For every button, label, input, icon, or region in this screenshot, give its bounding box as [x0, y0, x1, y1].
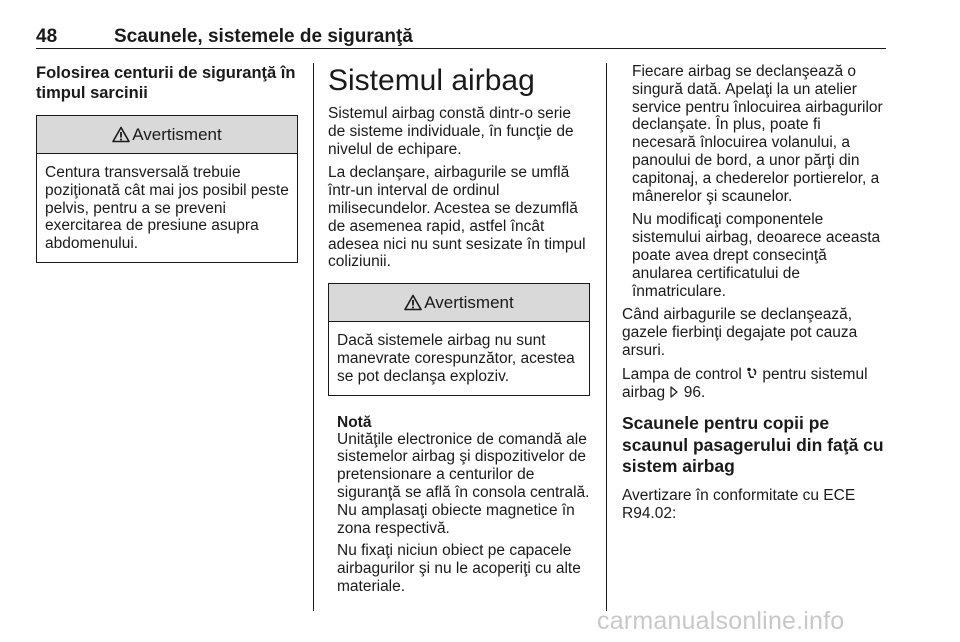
- airbag-deploy-paragraph: La declanşare, airbagurile se umflă într-un interval de ordinul milisecundelor. Acestea se dezumflă de asemenea rapid, astfel încât adesea nici nu sunt sesizate în timpul coliziunii.: [328, 164, 586, 271]
- note-title: Notă: [337, 413, 372, 431]
- no-modify-paragraph: Nu modificaţi componentele sistemului airbag, deoarece aceasta poate avea drept consecinţă anularea certificatului de înmatriculare.: [632, 211, 881, 300]
- note-block: [337, 414, 590, 596]
- warning-title: Avertisment: [424, 292, 514, 312]
- hot-gas-paragraph: Când airbagurile se declanşează, gazele fierbinţi degajate pot cauza arsuri.: [622, 306, 858, 359]
- note-paragraph-1: Unităţile electronice de comandă ale sistemelor airbag şi dispozitivelor de pretensionare a centurilor de siguranţă se află în consola centrală. Nu amplasaţi obiecte magnetice în zona respectivă.: [337, 430, 590, 537]
- ece-warning-paragraph: Avertizare în conformitate cu ECE R94.02:: [622, 486, 856, 522]
- indented-continuation: [632, 63, 888, 300]
- warning-text: Centura transversală trebuie poziţionată cât mai jos posibil peste pelvis, pentru a se preveni exercitarea de presiune asupra abdomenului.: [45, 164, 289, 253]
- warning-header: [37, 116, 297, 154]
- warning-text: Dacă sistemele airbag nu sunt manevrate corespunzător, acestea se pot declanşa exploziv.: [337, 332, 575, 385]
- warning-title: Avertisment: [132, 124, 222, 144]
- column-divider-1: [313, 63, 314, 611]
- page-number: 48: [36, 26, 58, 47]
- control-lamp-text: Lampa de control: [622, 365, 742, 383]
- column-2: [328, 63, 590, 601]
- child-seat-heading: Scaunele pentru copii pe scaunul pasagerului din faţă cu sistem airbag: [622, 413, 884, 477]
- column-3: [622, 63, 888, 528]
- warning-box-pregnancy: [36, 115, 298, 263]
- section-title: Scaunele, sistemele de siguranţă: [114, 26, 413, 47]
- control-lamp-paragraph: [622, 366, 888, 402]
- airbag-warning-lamp-icon: [746, 367, 758, 381]
- airbag-intro-paragraph: Sistemul airbag constă dintr-o serie de sisteme individuale, în funcţie de nivelul de echipare.: [328, 105, 574, 158]
- header-rule: [36, 48, 886, 49]
- single-deploy-paragraph: Fiecare airbag se declanşează o singură dată. Apelaţi la un atelier service pentru înlocuirea airbagurilor declanşate. În plus, poate fi necesară înlocuirea volanului, a panoului de bord, a unor părţi din capitonaj, a chederelor portierelor, a mânerelor şi scaunelor.: [632, 63, 883, 205]
- column-divider-2: [606, 63, 607, 611]
- control-lamp-text-2: pentru sistemul airbag: [622, 365, 868, 401]
- page-reference-arrow-icon: [669, 385, 679, 399]
- warning-box-airbag: [328, 283, 590, 395]
- note-paragraph-2: Nu fixaţi niciun obiect pe capacele airbagurilor şi nu le acoperiţi cu alte materiale.: [337, 542, 581, 595]
- airbag-system-title: Sistemul airbag: [328, 64, 535, 97]
- pregnancy-belt-heading: Folosirea centurii de siguranţă în timpul sarcinii: [36, 64, 296, 102]
- warning-header: [329, 284, 589, 322]
- watermark: carmanualsonline.info: [597, 607, 845, 635]
- page-header: [36, 26, 886, 48]
- page-reference[interactable]: 96.: [683, 383, 706, 401]
- column-1: [36, 63, 298, 263]
- warning-triangle-icon: [112, 126, 130, 143]
- warning-triangle-icon: [404, 294, 422, 311]
